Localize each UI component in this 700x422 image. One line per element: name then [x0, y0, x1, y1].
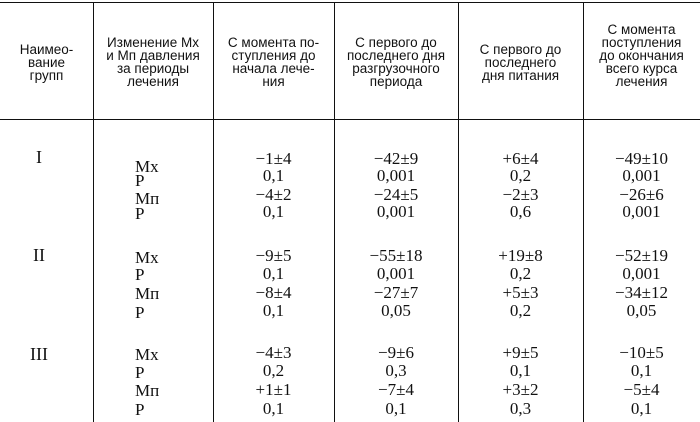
row-label: Мх: [135, 345, 159, 364]
group-label: I: [36, 147, 42, 167]
row-label: Р: [135, 204, 145, 223]
row-label: Мх: [135, 157, 159, 176]
row-label: Р: [135, 265, 145, 284]
row-label: Р: [135, 171, 145, 190]
table-cell: +6±4: [502, 149, 539, 168]
table-cell: 0,1: [262, 202, 285, 221]
table-cell: 0,001: [376, 166, 416, 185]
row-label: Мп: [135, 284, 160, 303]
table-cell: 0,6: [509, 202, 532, 221]
table-cell: −7±4: [378, 380, 414, 399]
table-cell: −8±4: [255, 283, 292, 302]
table-cell: +5±3: [502, 283, 539, 302]
table-cell: −49±10: [615, 149, 668, 168]
header-bottom-rule: [0, 119, 700, 120]
table-cell: 0,3: [385, 361, 407, 380]
table-cell: −5±4: [623, 380, 660, 399]
table-cell: −4±3: [255, 343, 292, 362]
header-col4: С момента поступления до окончания всего курса лечения: [599, 22, 684, 89]
table-cell: −9±5: [255, 246, 292, 265]
row-label: Мх: [135, 248, 159, 267]
table-cell: 0,2: [509, 264, 532, 283]
table-cell: 0,2: [509, 301, 532, 320]
table-cell: 0,1: [262, 301, 285, 320]
table-cell: −34±12: [615, 283, 668, 302]
table-cell: 0,1: [262, 264, 285, 283]
table-cell: −24±5: [373, 185, 419, 204]
row-label: Мп: [135, 189, 160, 208]
table-cell: −26±6: [619, 185, 664, 204]
group-label: III: [30, 344, 48, 364]
table-cell: 0,1: [509, 361, 532, 380]
table-cell: −27±7: [373, 283, 419, 302]
table-cell: −4±2: [255, 185, 292, 204]
table-cell: 0,001: [376, 264, 416, 283]
header-col1: С момента по- ступления до начала лече- ния: [227, 35, 320, 89]
row-label: Р: [135, 400, 145, 419]
table-cell: −2±3: [502, 185, 539, 204]
table-cell: −52±19: [615, 246, 668, 265]
table-cell: −42±9: [373, 149, 419, 168]
table-cell: −9±6: [378, 343, 414, 362]
table-cell: 0,001: [622, 264, 661, 283]
table-top-rule: [0, 2, 700, 3]
table-cell: −1±4: [255, 149, 292, 168]
table-cell: 0,1: [630, 361, 653, 380]
table-cell: −10±5: [619, 343, 664, 362]
table-cell: −55±18: [369, 246, 423, 265]
table-cell: +19±8: [498, 246, 543, 265]
table-cell: 0,001: [376, 202, 416, 221]
header-change: Изменение Мх и Мп давления за периоды лечения: [106, 35, 200, 89]
table-cell: +1±1: [255, 380, 292, 399]
header-col3: С первого до последнего дня питания: [479, 42, 562, 83]
table-cell: 0,1: [385, 399, 407, 418]
group-label: II: [33, 245, 45, 265]
table-cell: 0,1: [262, 399, 285, 418]
row-label: Р: [135, 363, 145, 382]
table-cell: 0,2: [509, 166, 532, 185]
table-cell: 0,1: [262, 166, 285, 185]
header-col2: С первого до последнего дня разгрузочного периода: [346, 35, 446, 89]
table-cell: +9±5: [502, 343, 539, 362]
table-cell: 0,2: [262, 361, 285, 380]
header-group: Наимео- вание групп: [19, 42, 74, 83]
row-label: Р: [135, 303, 145, 322]
table-cell: +3±2: [502, 380, 539, 399]
table-cell: 0,05: [381, 301, 411, 320]
table-cell: 0,001: [622, 202, 661, 221]
table-cell: 0,1: [630, 399, 653, 418]
row-label: Мп: [135, 381, 160, 400]
table-cell: 0,3: [509, 399, 532, 418]
table-cell: 0,001: [622, 166, 661, 185]
table-cell: 0,05: [626, 301, 657, 320]
